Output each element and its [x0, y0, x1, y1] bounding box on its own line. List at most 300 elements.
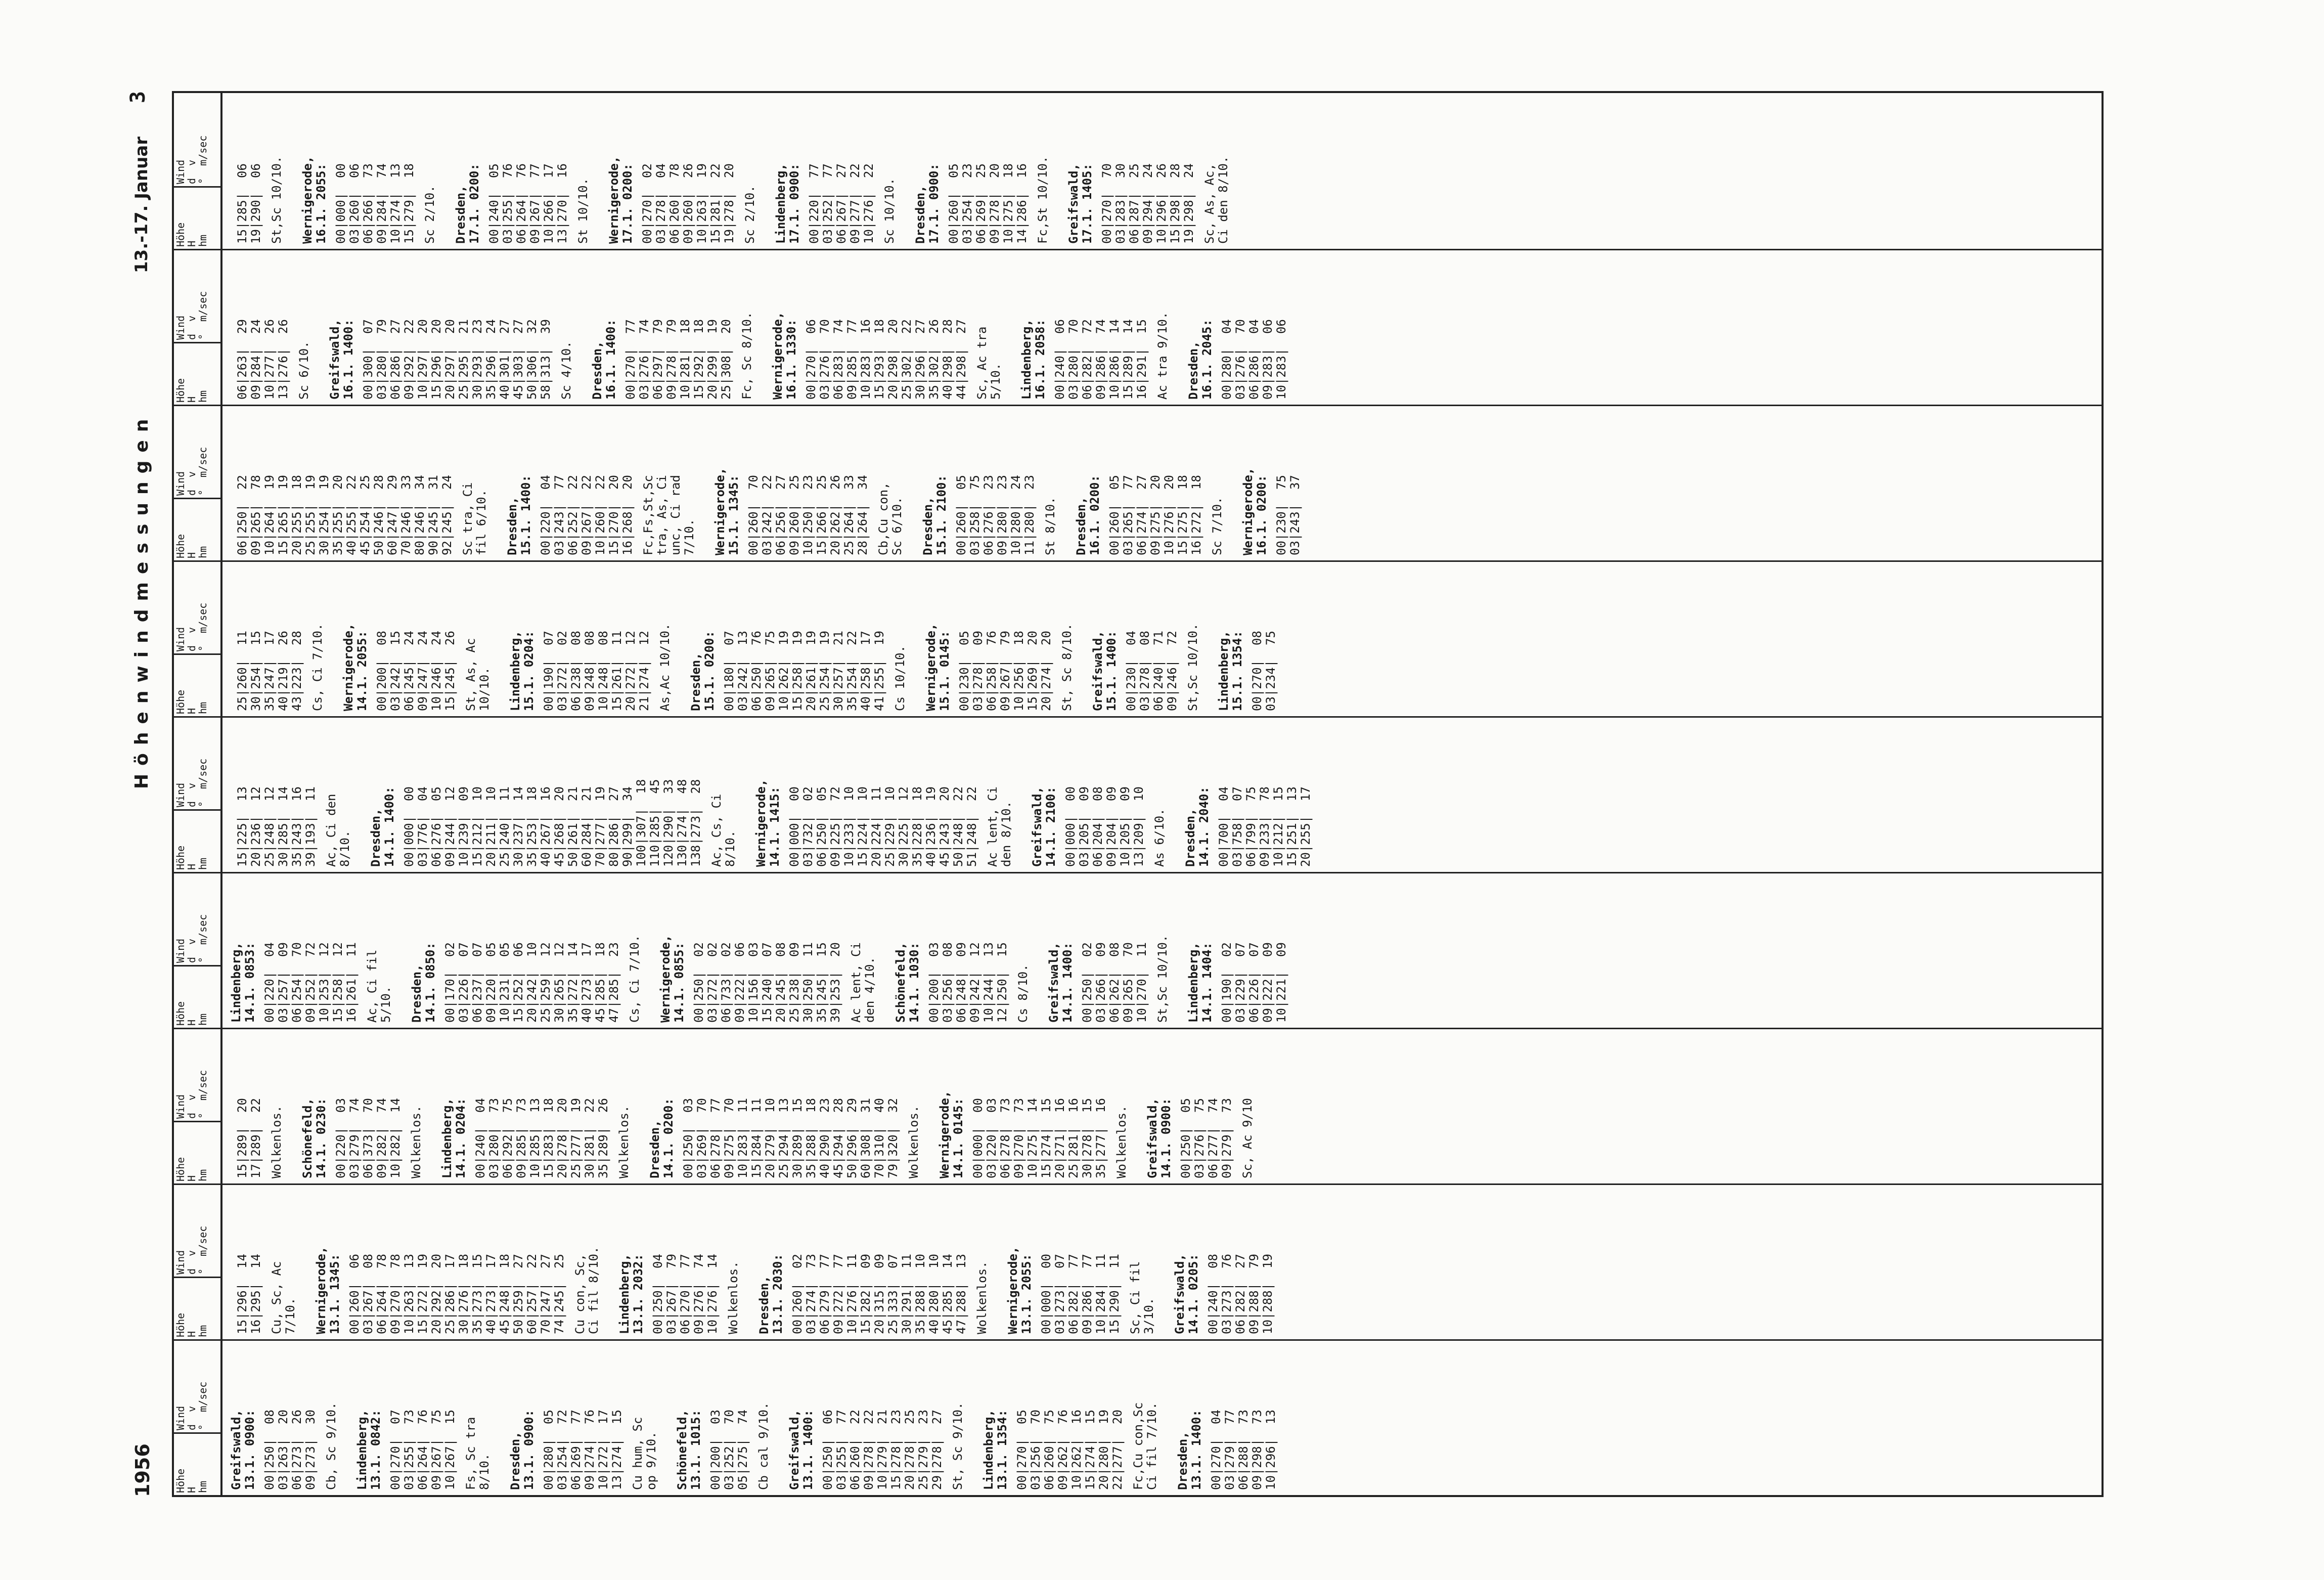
wind-row: 35|302| 26 [927, 319, 941, 400]
wind-row: 20|274| 20 [1039, 631, 1053, 711]
wind-row: 15|275| 18 [1176, 475, 1190, 555]
cloud-note: Wolkenlos. [409, 1105, 423, 1178]
wind-header: Wind d v ° m/sec [174, 291, 209, 340]
measurement-block [440, 1034, 631, 1178]
table-column [174, 1028, 2102, 1183]
column-body [222, 93, 1255, 249]
station-time: Greifswald, 16.1. 1400: [328, 319, 355, 400]
wind-row: 25|264| 33 [842, 475, 856, 555]
wind-row: 03|273| 07 [1053, 1254, 1067, 1334]
wind-row: 10|221| 09 [1274, 942, 1288, 1023]
wind-row: 06|226| 07 [1247, 942, 1261, 1023]
measurement-block [982, 1346, 1159, 1490]
wind-row: 50|248| 22 [951, 786, 965, 867]
wind-row: 10|275| 14 [1025, 1098, 1040, 1178]
wind-row: 20|272| 12 [623, 631, 638, 711]
wind-row: 06|297| 79 [651, 319, 665, 400]
wind-row: 06|245| 24 [402, 631, 416, 711]
wind-row: 20|292| 20 [429, 1254, 443, 1334]
wind-row: 06|266| 73 [361, 163, 375, 244]
wind-row: 30|276| 18 [457, 1254, 471, 1334]
measurement-block [1075, 411, 1224, 555]
measurement-block [774, 98, 897, 244]
wind-rows [1040, 1190, 1122, 1334]
wind-row: 06|262| 08 [1107, 942, 1122, 1023]
wind-rows [236, 411, 454, 555]
measurement-block [1241, 411, 1302, 555]
wind-row: 10|276| 20 [1162, 475, 1176, 555]
wind-row: 03|267| 79 [664, 1254, 679, 1334]
wind-row: 10|277| 26 [262, 319, 277, 400]
wind-row: 06|269| 25 [974, 163, 988, 244]
wind-row: 09|248| 08 [583, 631, 597, 711]
measurement-block [1006, 1190, 1156, 1334]
wind-row: 03|267| 08 [361, 1254, 375, 1334]
wind-row: 00|220| 04 [262, 942, 277, 1023]
wind-row: 40|290| 23 [818, 1098, 832, 1178]
measurement-block [236, 411, 488, 555]
wind-row: 15|258| 19 [790, 631, 805, 711]
wind-row: 06|282| 72 [1080, 319, 1094, 400]
wind-row: 09|252| 72 [303, 942, 318, 1023]
cloud-note: Sc 2/10. [423, 185, 437, 244]
wind-row: 90|245| 31 [426, 475, 440, 555]
wind-row: 35|245| 15 [815, 942, 829, 1023]
wind-rows [1125, 567, 1179, 711]
wind-row: 03|220| 03 [985, 1098, 999, 1178]
cloud-note: St,Sc 10/10. [1186, 623, 1200, 711]
cloud-note: Cb cal 9/10. [756, 1402, 771, 1490]
wind-row: 70|310| 40 [872, 1098, 886, 1178]
wind-row: 09|298| 73 [1250, 1410, 1264, 1490]
wind-rows [955, 411, 1037, 555]
measurement-block [921, 411, 1057, 555]
wind-row: 50|246| 28 [372, 475, 386, 555]
wind-row: 09|282| 74 [375, 1098, 389, 1178]
wind-row: 47|285| 23 [607, 942, 621, 1023]
wind-row: 35|273| 15 [470, 1254, 484, 1334]
cloud-note: Ac tra 9/10. [1155, 312, 1170, 400]
cloud-note: Cu con, Sc, Ci fil 8/10. [573, 1246, 601, 1334]
station-time: Dresden, 16.1. 2045: [1186, 319, 1214, 400]
wind-row: 06|270| 77 [678, 1254, 692, 1334]
station-time: Wernigerode, 15.1. 1345: [713, 467, 741, 555]
wind-row: 22|277| 20 [1110, 1410, 1125, 1490]
wind-row: 00|700| 04 [1217, 786, 1231, 867]
cloud-note: Cb, Sc 9/10. [324, 1402, 338, 1490]
wind-row: 15|281| 22 [708, 163, 723, 244]
wind-row: 35|277| 16 [1094, 1098, 1108, 1178]
wind-row: 10|279| 21 [875, 1410, 889, 1490]
height-header: Höhe H hm [174, 965, 220, 1028]
wind-row: 20|255| 18 [290, 475, 304, 555]
wind-header: Wind d v ° m/sec [174, 447, 209, 496]
wind-rows [263, 879, 359, 1023]
wind-row: 12|250| 15 [995, 942, 1009, 1023]
wind-row: 70|246| 33 [399, 475, 413, 555]
wind-row: 00|190| 02 [1220, 942, 1234, 1023]
wind-row: 13|209| 10 [1132, 786, 1146, 867]
wind-rows [474, 1034, 610, 1178]
wind-row: 120|290| 33 [661, 779, 676, 867]
wind-row: 06|258| 76 [985, 631, 999, 711]
wind-row: 09|267| 75 [429, 1410, 443, 1490]
rotated-table-page [126, 91, 2104, 1497]
wind-row: 15|272| 19 [416, 1254, 430, 1334]
table-column [174, 405, 2102, 560]
column-body [222, 718, 1337, 872]
wind-rows [1064, 723, 1146, 867]
cloud-note: St, As, Ac 10/10. [464, 638, 491, 711]
cloud-note: Cs, Ci 7/10. [310, 623, 325, 711]
measurement-block [591, 255, 754, 400]
cloud-note: Sc 2/10. [743, 185, 757, 244]
station-time: Dresden, 17.1. 0200: [454, 163, 481, 244]
wind-rows [821, 1346, 944, 1490]
wind-row: 20|297| 20 [443, 319, 457, 400]
height-header: Höhe H hm [174, 186, 220, 249]
measurement-block [506, 411, 696, 555]
wind-row: 70|247| 27 [539, 1254, 553, 1334]
wind-row: 00|270| 07 [388, 1410, 403, 1490]
wind-row: 03|278| 09 [971, 631, 985, 711]
wind-row: 15|283| 18 [542, 1098, 556, 1178]
wind-row: 06|282| 77 [1066, 1254, 1081, 1334]
column-body [222, 250, 1313, 405]
wind-row: 15|269| 20 [1025, 631, 1040, 711]
wind-row: 10|266| 17 [542, 163, 556, 244]
wind-row: 20|224| 11 [869, 786, 883, 867]
wind-row: 03|280| 79 [375, 319, 389, 400]
wind-row: 16|261| 11 [344, 942, 359, 1023]
wind-row: 03|273| 76 [1220, 1254, 1234, 1334]
measurement-block [648, 1034, 921, 1178]
wind-row: 00|180| 07 [722, 631, 736, 711]
wind-header: Wind d v ° m/sec [174, 602, 209, 651]
wind-row: 03|260| 06 [347, 163, 362, 244]
wind-row: 10|288| 19 [1261, 1254, 1275, 1334]
wind-row: 00|300| 07 [361, 319, 375, 400]
measurement-block [369, 723, 737, 867]
wind-row: 10|272| 17 [596, 1410, 610, 1490]
wind-row: 10|281| 18 [678, 319, 692, 400]
measurement-block [236, 1034, 284, 1178]
wind-row: 25|294| 13 [777, 1098, 791, 1178]
page-number: 3 [126, 91, 150, 104]
wind-row: 00|270| 77 [623, 319, 638, 400]
wind-rows [747, 411, 870, 555]
wind-rows [236, 255, 290, 400]
measurement-block [1020, 255, 1170, 400]
wind-header: Wind d v ° m/sec [174, 1070, 209, 1119]
wind-row: 15|289| 20 [235, 1098, 249, 1178]
wind-row: 10|263| 13 [402, 1254, 416, 1334]
station-time: Dresden, 13.1. 0900: [508, 1410, 536, 1490]
wind-row: 00|270| 02 [640, 163, 654, 244]
wind-row: 20|278| 25 [903, 1410, 917, 1490]
wind-rows [692, 879, 842, 1023]
wind-row: 30|254| 15 [249, 631, 263, 711]
column-body [222, 562, 1302, 716]
wind-row: 00|230| 75 [1274, 475, 1288, 555]
wind-row: 47|288| 13 [954, 1254, 968, 1334]
cloud-note: Wolkenlos. [270, 1105, 284, 1178]
height-header: Höhe H hm [174, 653, 220, 716]
wind-row: 15|258| 12 [331, 942, 345, 1023]
wind-row: 03|265| 77 [1121, 475, 1135, 555]
column-header [174, 718, 222, 872]
wind-rows [1053, 255, 1149, 400]
wind-rows [1250, 567, 1278, 711]
cloud-note: Wolkenlos. [1114, 1105, 1129, 1178]
wind-row: 06|264| 78 [375, 1254, 389, 1334]
wind-row: 45|285| 14 [941, 1254, 955, 1334]
wind-row: 25|295| 21 [457, 319, 471, 400]
station-time: Wernigerode, 16.1. 2055: [300, 156, 328, 244]
wind-row: 03|283| 30 [1113, 163, 1128, 244]
wind-row: 15|212| 10 [470, 786, 484, 867]
wind-row: 10|276| 14 [705, 1254, 720, 1334]
wind-row: 58|313| 39 [539, 319, 553, 400]
measurement-block [236, 567, 325, 711]
wind-row: 15|251| 13 [1285, 786, 1299, 867]
wind-row: 03|279| 74 [347, 1098, 362, 1178]
wind-row: 00|220| 03 [334, 1098, 348, 1178]
wind-row: 15|274| 15 [1039, 1098, 1053, 1178]
wind-row: 41|255| 19 [872, 631, 886, 711]
wind-row: 00|000| 00 [402, 786, 416, 867]
wind-row: 06|250| 76 [749, 631, 764, 711]
wind-row: 17|289| 22 [249, 1098, 263, 1178]
wind-row: 03|274| 73 [804, 1254, 818, 1334]
wind-row: 13|276| 26 [276, 319, 290, 400]
measurement-block [607, 98, 757, 244]
wind-rows [362, 255, 553, 400]
cloud-note: Sc, Ci fil 3/10. [1128, 1261, 1156, 1334]
measurement-block [1184, 723, 1313, 867]
measurement-block [924, 567, 1074, 711]
wind-row: 00|250| 04 [651, 1254, 665, 1334]
measurement-block [894, 879, 1030, 1023]
wind-row: 25|248| 12 [262, 786, 277, 867]
wind-row: 19|278| 20 [722, 163, 736, 244]
wind-row: 09|294| 24 [1141, 163, 1155, 244]
wind-row: 29|278| 27 [930, 1410, 944, 1490]
wind-row: 25|240| 11 [498, 786, 512, 867]
wind-row: 00|000| 00 [334, 163, 348, 244]
wind-row: 20|211| 10 [484, 786, 498, 867]
measurement-block [1187, 255, 1288, 400]
wind-row: 20|236| 12 [249, 786, 263, 867]
wind-row: 09|242| 12 [968, 942, 982, 1023]
wind-row: 06|286| 04 [1247, 319, 1261, 400]
cloud-note: Fc, Sc 8/10. [740, 312, 754, 400]
wind-row: 10|283| 11 [736, 1098, 750, 1178]
wind-row: 15|240| 07 [760, 942, 774, 1023]
station-time: Lindenberg, 14.1. 0853: [229, 942, 257, 1023]
wind-rows [236, 723, 318, 867]
wind-rows [542, 567, 651, 711]
wind-row: 03|254| 72 [555, 1410, 569, 1490]
wind-row: 00|240| 04 [473, 1098, 487, 1178]
wind-row: 15|296| 20 [429, 319, 443, 400]
wind-row: 06|250| 05 [815, 786, 829, 867]
wind-row: 20|255| 17 [1299, 786, 1313, 867]
column-body [222, 406, 1326, 560]
cloud-note: St,Sc 10/10. [1155, 935, 1170, 1023]
wind-row: 00|230| 04 [1124, 631, 1138, 711]
wind-row: 10|296| 26 [1154, 163, 1169, 244]
wind-row: 10|231| 05 [498, 942, 512, 1023]
station-time: Lindenberg, 14.1. 1404: [1186, 942, 1214, 1023]
wind-row: 15|265| 19 [276, 475, 290, 555]
wind-row: 20|280| 19 [1097, 1410, 1111, 1490]
wind-row: 40|255| 22 [344, 475, 359, 555]
wind-row: 03|252| 70 [722, 1410, 736, 1490]
wind-row: 09|220| 05 [484, 942, 498, 1023]
measurement-block [236, 1190, 297, 1334]
wind-row: 03|272| 02 [555, 631, 569, 711]
wind-row: 09|276| 74 [692, 1254, 706, 1334]
wind-row: 03|256| 08 [941, 942, 955, 1023]
wind-row: 06|287| 25 [1127, 163, 1141, 244]
cloud-note: Sc tra, Ci fil 6/10. [461, 482, 488, 555]
measurement-block [454, 98, 590, 244]
wind-row: 39|193| 11 [303, 786, 318, 867]
wind-row: 35|255| 20 [331, 475, 345, 555]
wind-row: 06|248| 09 [954, 942, 968, 1023]
wind-row: 06|279| 77 [818, 1254, 832, 1334]
wind-row: 16|295| 14 [249, 1254, 263, 1334]
wind-row: 03|258| 75 [968, 475, 982, 555]
wind-row: 40|219| 26 [276, 631, 290, 711]
wind-rows [927, 879, 1009, 1023]
wind-row: 50|296| 29 [845, 1098, 859, 1178]
cloud-note: Wolkenlos. [617, 1105, 631, 1178]
wind-rows [1210, 1346, 1278, 1490]
station-time: Greifswald, 15.1. 1400: [1091, 631, 1119, 711]
wind-row: 06|264| 76 [514, 163, 528, 244]
wind-rows [539, 411, 635, 555]
wind-row: 03|256| 70 [1029, 1410, 1043, 1490]
measurement-block [410, 879, 642, 1023]
wind-rows [1217, 723, 1313, 867]
wind-row: 40|273| 17 [579, 942, 594, 1023]
wind-rows [1220, 879, 1288, 1023]
wind-row: 09|265| 78 [249, 475, 263, 555]
wind-row: 110|285| 45 [648, 779, 662, 867]
wind-row: 100|307| 18 [634, 779, 648, 867]
wind-row: 20|278| 20 [555, 1098, 569, 1178]
wind-header: Wind d v ° m/sec [174, 758, 209, 807]
wind-row: 10|276| 11 [845, 1254, 859, 1334]
station-time: Lindenberg, 16.1. 2058: [1019, 319, 1047, 400]
station-time: Dresden, 15.1. 0200: [689, 631, 717, 711]
wind-row: 03|276| 70 [1233, 319, 1247, 400]
wind-rows [334, 1034, 403, 1178]
date-range: 13.-17. Januar [131, 137, 152, 274]
wind-rows [1179, 1034, 1234, 1178]
wind-row: 45|268| 20 [552, 786, 566, 867]
wind-row: 00|200| 08 [375, 631, 389, 711]
wind-row: 20|299| 19 [705, 319, 720, 400]
wind-row: 10|244| 13 [981, 942, 996, 1023]
wind-row: 03|242| 13 [736, 631, 750, 711]
wind-row: 09|267| 79 [998, 631, 1012, 711]
wind-rows [958, 567, 1053, 711]
wind-row: 03|255| 77 [834, 1410, 848, 1490]
measurement-block [236, 98, 284, 244]
measurement-block [1217, 567, 1278, 711]
height-header: Höhe H hm [174, 1121, 220, 1183]
wind-row: 10|270| 11 [1135, 942, 1149, 1023]
measurement-block [618, 1190, 740, 1334]
wind-row: 09|267| 77 [528, 163, 542, 244]
wind-row: 09|272| 77 [831, 1254, 845, 1334]
wind-rows [624, 255, 733, 400]
wind-row: 00|260| 05 [1107, 475, 1122, 555]
measurement-block [301, 1034, 423, 1178]
cloud-note: Ac, Ci den 8/10. [324, 794, 352, 867]
wind-row: 10|297| 20 [416, 319, 430, 400]
wind-rows [375, 567, 457, 711]
wind-row: 06|799| 75 [1244, 786, 1258, 867]
measurement-block [676, 1346, 771, 1490]
wind-row: 70|277| 19 [593, 786, 607, 867]
wind-row: 00|190| 07 [542, 631, 556, 711]
station-time: Dresden, 14.1. 2040: [1183, 786, 1211, 867]
wind-row: 45|243| 20 [937, 786, 952, 867]
wind-row: 00|260| 06 [347, 1254, 362, 1334]
wind-row: 25|308| 20 [719, 319, 733, 400]
wind-row: 00|220| 77 [807, 163, 821, 244]
wind-row: 19|290| 06 [249, 163, 263, 244]
wind-row: 16|268| 20 [620, 475, 635, 555]
cloud-note: St 10/10. [576, 178, 590, 244]
page-title: Höhenwindmessungen [131, 411, 152, 789]
wind-row: 09|292| 22 [402, 319, 416, 400]
measurement-block [659, 879, 877, 1023]
wind-row: 09|225| 72 [828, 786, 842, 867]
column-header [174, 562, 222, 716]
wind-row: 00|250| 05 [1179, 1098, 1193, 1178]
table-column [174, 872, 2102, 1028]
wind-row: 40|267| 16 [539, 786, 553, 867]
wind-row: 06|237| 07 [470, 942, 484, 1023]
station-time: Wernigerode, 13.1. 1345: [314, 1246, 342, 1334]
cloud-note: Fc,St 10/10. [1036, 156, 1050, 244]
wind-row: 09|286| 74 [1094, 319, 1108, 400]
column-header [174, 1341, 222, 1495]
station-time: Wernigerode, 16.1. 1330: [771, 312, 798, 400]
measurement-block [713, 411, 904, 555]
cloud-note: Sc 7/10. [1210, 497, 1224, 555]
station-time: Greifswald, 17.1. 1405: [1066, 163, 1094, 244]
wind-row: 80|286| 27 [607, 786, 621, 867]
wind-row: 03|255| 73 [402, 1410, 416, 1490]
wind-row: 03|269| 70 [695, 1098, 709, 1178]
wind-row: 20|261| 19 [804, 631, 818, 711]
wind-row: 03|252| 77 [821, 163, 835, 244]
wind-row: 10|296| 13 [1264, 1410, 1278, 1490]
table-column [174, 560, 2102, 716]
wind-row: 10|248| 08 [596, 631, 610, 711]
station-time: Dresden, 16.1. 1400: [590, 319, 618, 400]
wind-row: 06|274| 27 [1135, 475, 1149, 555]
wind-rows [236, 1190, 263, 1334]
measurement-block [938, 1034, 1129, 1178]
station-time: Lindenberg, 14.1. 0204: [440, 1098, 468, 1178]
